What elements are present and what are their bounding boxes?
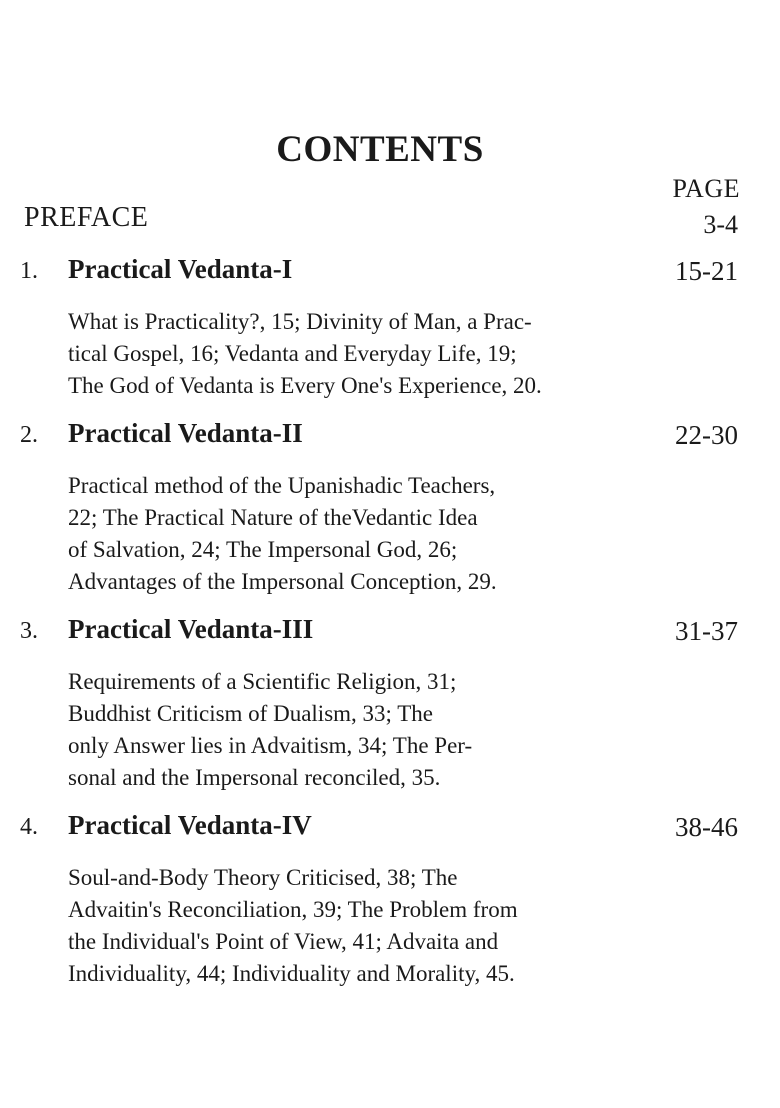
chapter-pages: 22-30 [675, 420, 738, 450]
description-line: only Answer lies in Advaitism, 34; The Per- [68, 733, 473, 758]
description-line: What is Practicality?, 15; Divinity of Man, a Prac- [68, 309, 532, 334]
chapter-pages: 38-46 [675, 812, 738, 842]
description-line: Advantages of the Impersonal Conception, 29. [68, 569, 497, 594]
chapter-title: Practical Vedanta-I [68, 254, 293, 284]
chapter-2-description [68, 470, 624, 598]
description-line: the Individual's Point of View, 41; Advaita and [68, 929, 499, 954]
chapter-1-heading [20, 254, 738, 290]
chapter-4-heading [20, 810, 738, 846]
page-column-label: PAGE [672, 174, 740, 203]
description-line: The God of Vedanta is Every One's Experience, 20. [68, 373, 542, 398]
chapter-title: Practical Vedanta-IV [68, 810, 312, 840]
preface-entry-pages: 3-4 [703, 210, 738, 239]
description-line: Buddhist Criticism of Dualism, 33; The [68, 701, 434, 726]
chapter-number: 2. [20, 422, 38, 448]
chapter-4-description [68, 862, 624, 990]
preface-entry-label: PREFACE [24, 202, 149, 233]
chapter-number: 3. [20, 618, 38, 644]
chapter-3-description [68, 666, 624, 794]
chapter-pages: 31-37 [675, 616, 738, 646]
description-line: Requirements of a Scientific Religion, 31; [68, 669, 457, 694]
chapter-2-heading [20, 418, 738, 454]
description-line: sonal and the Impersonal reconciled, 35. [68, 765, 441, 790]
description-line: Soul-and-Body Theory Criticised, 38; The [68, 865, 458, 890]
chapter-title: Practical Vedanta-III [68, 614, 314, 644]
chapter-number: 4. [20, 814, 38, 840]
chapter-1-description [68, 306, 624, 402]
description-line: Individuality, 44; Individuality and Morality, 45. [68, 961, 515, 986]
description-line: of Salvation, 24; The Impersonal God, 26; [68, 537, 458, 562]
description-line: Advaitin's Reconciliation, 39; The Problem from [68, 897, 518, 922]
description-line: tical Gospel, 16; Vedanta and Everyday Life, 19; [68, 341, 517, 366]
chapter-pages: 15-21 [675, 256, 738, 286]
page-title: CONTENTS [276, 129, 484, 170]
chapter-number: 1. [20, 258, 38, 284]
chapter-title: Practical Vedanta-II [68, 418, 303, 448]
chapter-3-heading [20, 614, 738, 650]
description-line: Practical method of the Upanishadic Teachers, [68, 473, 496, 498]
description-line: 22; The Practical Nature of theVedantic Idea [68, 505, 478, 530]
